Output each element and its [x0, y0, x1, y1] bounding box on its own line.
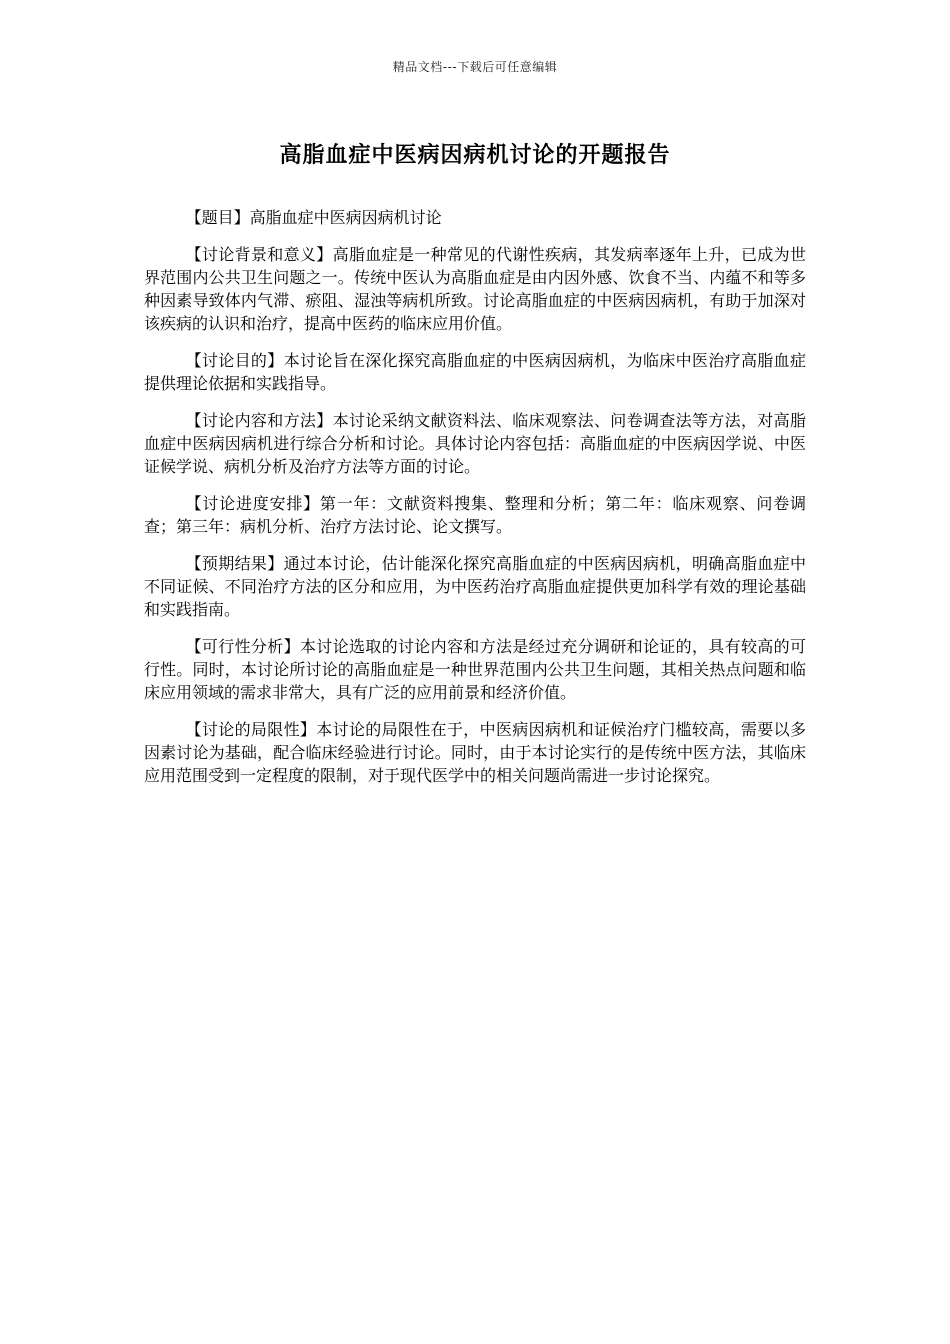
section-feasibility: [144, 635, 806, 704]
section-limitations: [144, 718, 806, 787]
section-label: 【讨论目的】: [185, 351, 284, 370]
section-text: 本讨论选取的讨论内容和方法是经过充分调研和论证的，具有较高的可行性。同时，本讨论所讨论的高脂血症是一种世界范围内公共卫生问题，其相关热点问题和临床应用领域的需求非常大，具有广泛的应用前景和经济价值。: [144, 637, 806, 702]
section-text: 本讨论的局限性在于，中医病因病机和证候治疗门槛较高，需要以多因素讨论为基础，配合临床经验进行讨论。同时，由于本讨论实行的是传统中医方法，其临床应用范围受到一定程度的限制，对于现代医学中的相关问题尚需进一步讨论探究。: [144, 720, 806, 785]
document-body: [144, 206, 806, 801]
section-purpose: [144, 349, 806, 395]
document-title: 高脂血症中医病因病机讨论的开题报告: [279, 143, 671, 168]
section-text: 高脂血症中医病因病机讨论: [249, 208, 442, 227]
section-label: 【讨论的局限性】: [185, 720, 317, 739]
section-schedule: [144, 492, 806, 538]
section-text: 本讨论旨在深化探究高脂血症的中医病因病机，为临床中医治疗高脂血症提供理论依据和实践指导。: [144, 351, 806, 393]
section-content-methods: [144, 409, 806, 478]
section-text: 通过本讨论，估计能深化探究高脂血症的中医病因病机，明确高脂血症中不同证候、不同治疗方法的区分和应用，为中医药治疗高脂血症提供更加科学有效的理论基础和实践指南。: [144, 554, 806, 619]
section-label: 【可行性分析】: [185, 637, 300, 656]
page-header-note: 精品文档---下载后可任意编辑: [392, 60, 558, 74]
section-label: 【预期结果】: [185, 554, 284, 573]
section-text: 本讨论采纳文献资料法、临床观察法、问卷调查法等方法，对高脂血症中医病因病机进行综合分析和讨论。具体讨论内容包括：高脂血症的中医病因学说、中医证候学说、病机分析及治疗方法等方面的讨论。: [144, 411, 806, 476]
section-text: 高脂血症是一种常见的代谢性疾病，其发病率逐年上升，已成为世界范围内公共卫生问题之一。传统中医认为高脂血症是由内因外感、饮食不当、内蕴不和等多种因素导致体内气滞、瘀阻、湿浊等病机所致。讨论高脂血症的中医病因病机，有助于加深对该疾病的认识和治疗，提高中医药的临床应用价值。: [144, 245, 806, 333]
section-label: 【讨论内容和方法】: [185, 411, 333, 430]
section-label: 【题目】: [185, 208, 250, 227]
section-expected-results: [144, 552, 806, 621]
section-topic: [144, 206, 806, 229]
section-label: 【讨论背景和意义】: [185, 245, 333, 264]
section-background: [144, 243, 806, 335]
section-label: 【讨论进度安排】: [185, 494, 320, 513]
section-text: 第一年：文献资料搜集、整理和分析；第二年：临床观察、问卷调查；第三年：病机分析、治疗方法讨论、论文撰写。: [144, 494, 806, 536]
